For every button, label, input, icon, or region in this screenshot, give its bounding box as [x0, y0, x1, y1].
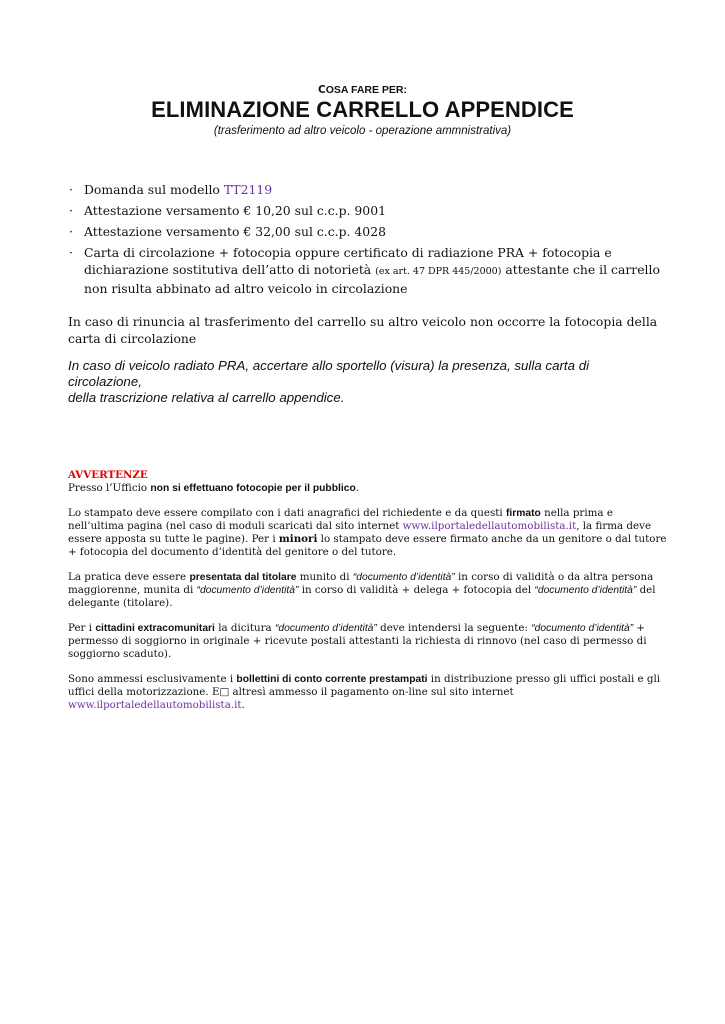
warning-paragraph [68, 507, 668, 559]
text: in distribuzione presso gli uffici postali e gli uffici della motorizzazione. E [68, 673, 661, 698]
text: Sono ammessi esclusivamente i [68, 673, 237, 685]
warning-paragraph [68, 673, 668, 712]
italic-text: “documento d’identità” [352, 572, 455, 583]
text: munito di [296, 571, 353, 583]
italic-text: “documento d’identità” [196, 585, 299, 596]
requirements-list [68, 181, 668, 301]
text: in corso di validità + delega + fotocopia del [298, 584, 535, 596]
note-renunciation: In caso di rinuncia al trasferimento del carrello su altro veicolo non occorre la fotocopia della carta di circolazione [68, 314, 658, 346]
text: . [355, 482, 360, 494]
header-pretitle [0, 84, 725, 96]
bullet-icon: · [69, 224, 73, 239]
website-link[interactable]: www.ilportaledellautomobilista.it [402, 520, 577, 532]
bold-text: cittadini extracomunitari [95, 623, 215, 634]
warning-paragraph [68, 571, 668, 610]
text: Presso l’Ufficio [68, 482, 151, 494]
text: La pratica deve essere [68, 571, 190, 583]
note-radiated-vehicle [68, 358, 658, 406]
text: deve intendersi la seguente: [376, 622, 532, 634]
pretitle-rest: OSA FARE PER: [325, 84, 407, 96]
text: lo stampato deve essere firmato anche da un genitore o dal tutore + fotocopia del documento d’identità del genitore o del tutore. [68, 533, 667, 558]
text: + permesso di soggiorno in originale + ricevute postali attestanti la richiesta di rinnovo (nel caso di permesso di soggiorno scaduto). [68, 622, 647, 660]
form-tt2119-link[interactable]: TT2119 [223, 182, 273, 197]
list-item [68, 223, 668, 240]
bullet-icon: · [69, 203, 73, 218]
text: del delegante (titolare). [68, 584, 656, 609]
warning-paragraph [68, 622, 668, 661]
bold-text: minori [278, 533, 318, 545]
bold-text: non si effettuano fotocopie per il pubblico [150, 483, 356, 494]
bold-text: presentata dal titolare [189, 572, 297, 583]
legal-reference: (ex art. 47 DPR 445/2000) [375, 266, 502, 277]
item-text: Attestazione versamento € 10,20 sul c.c.p. 9001 [84, 203, 386, 218]
warning-paragraph [68, 482, 668, 495]
item-text: Domanda sul modello [84, 182, 224, 197]
list-item [68, 244, 668, 297]
website-link[interactable]: www.ilportaledellautomobilista.it [68, 699, 242, 711]
text: , la firma deve essere apposta su tutte le pagine). Per i [68, 520, 652, 545]
item-text-cont: attestante che il carrello non risulta abbinato ad altro veicolo in circolazione [84, 262, 660, 296]
text: Per i [68, 622, 96, 634]
warnings-section [68, 469, 668, 724]
note-line-1: In caso di veicolo radiato PRA, accertare allo sportello (visura) la presenza, sulla carta di circolazione, [68, 358, 590, 389]
page-subtitle: (trasferimento ad altro veicolo - operazione ammnistrativa) [213, 125, 512, 137]
italic-text: “documento d’identità” [531, 623, 634, 634]
missing-glyph-icon: □ [219, 686, 230, 698]
bullet-icon: · [69, 182, 73, 197]
italic-text: “documento d’identità” [274, 623, 377, 634]
text: . [241, 699, 245, 711]
italic-text: “documento d’identità” [534, 585, 637, 596]
bullet-icon: · [69, 245, 73, 260]
list-item [68, 181, 668, 198]
text: la dicitura [214, 622, 275, 634]
bold-text: firmato [505, 508, 541, 519]
note-line-2: della trascrizione relativa al carrello appendice. [68, 390, 345, 405]
page-title: ELIMINAZIONE CARRELLO APPENDICE [151, 97, 574, 122]
pretitle-initial: C [317, 84, 326, 96]
text: in corso di validità o da altra persona maggiorenne, munita di [68, 571, 654, 596]
item-text: Carta di circolazione + fotocopia oppure certificato di radiazione PRA + fotocopia e dichiarazione sostitutiva dell’atto di notorietà [84, 245, 612, 277]
list-item [68, 202, 668, 219]
item-text: Attestazione versamento € 32,00 sul c.c.p. 4028 [84, 224, 386, 239]
text: altresì ammesso il pagamento on-line sul sito internet [229, 686, 514, 698]
bold-text: bollettini di conto corrente prestampati [236, 674, 428, 685]
warnings-heading: AVVERTENZE [68, 469, 148, 481]
text: Lo stampato deve essere compilato con i dati anagrafici del richiedente e da questi [68, 507, 506, 519]
text: nella prima e nell’ultima pagina (nel caso di moduli scaricati dal sito internet [68, 507, 613, 532]
